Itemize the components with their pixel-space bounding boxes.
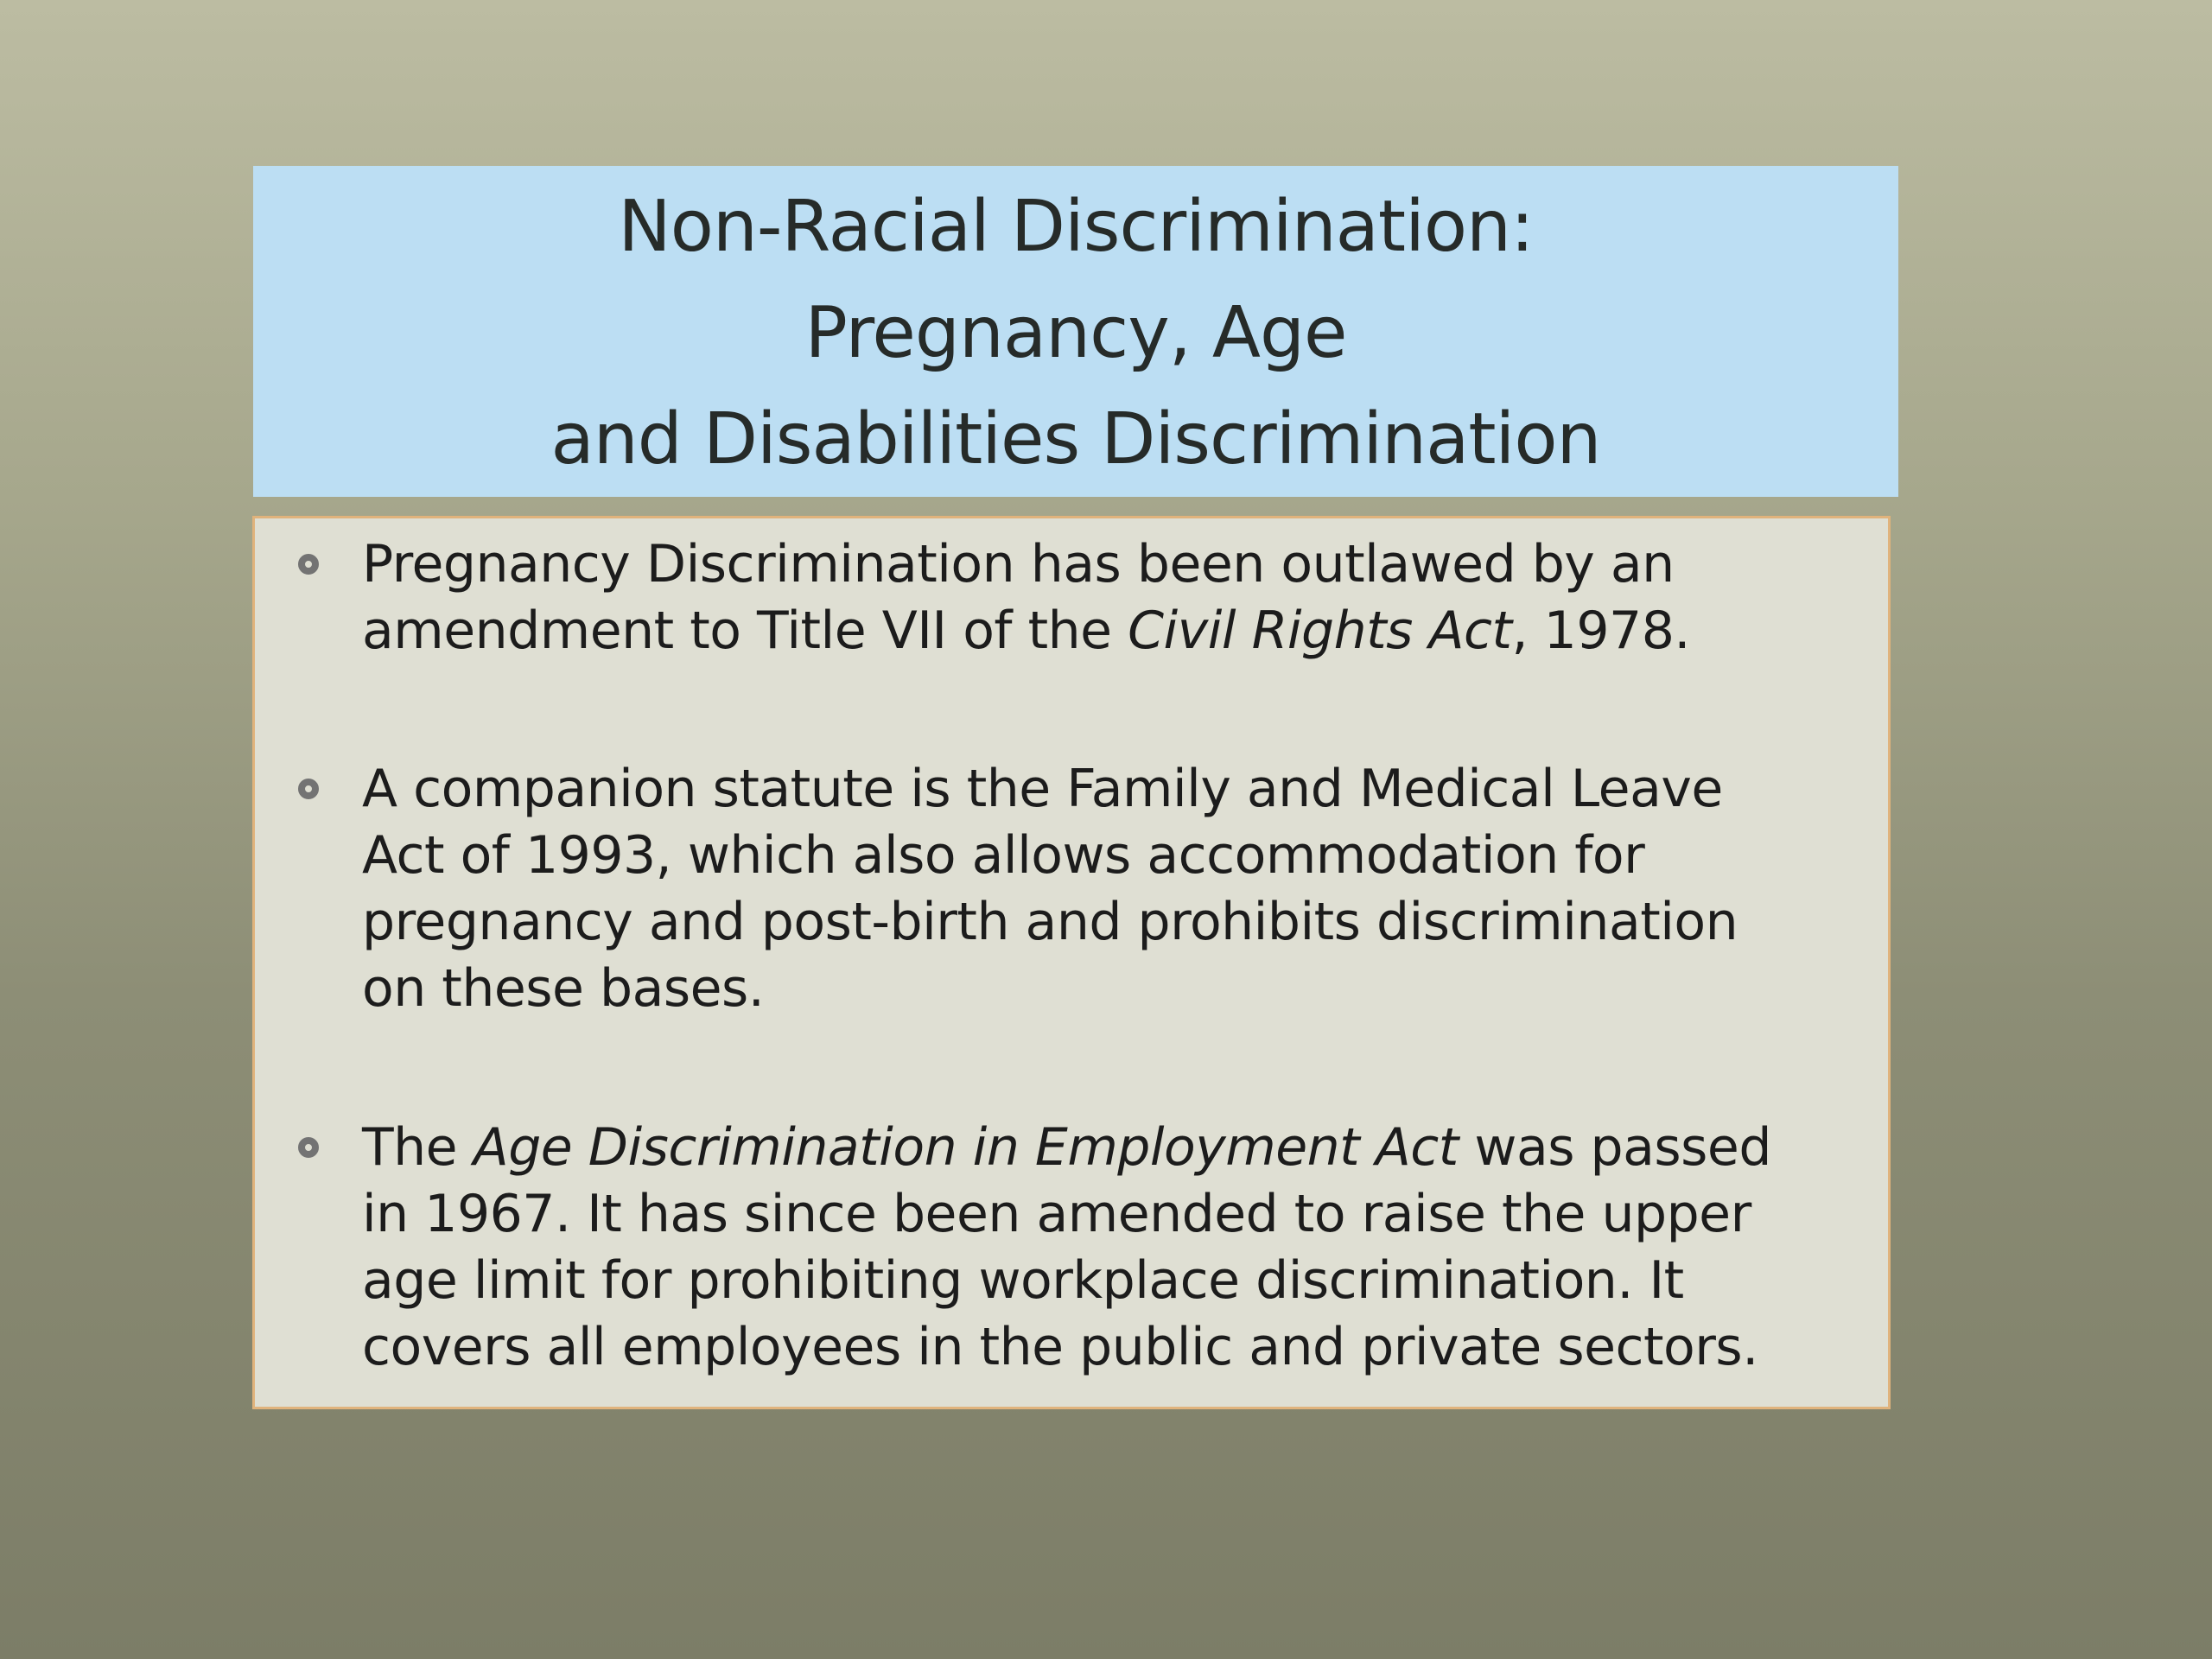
bullet-line (362, 756, 1874, 823)
title-line-2: Pregnancy, Age (804, 292, 1347, 374)
text-run: , 1978. (1511, 601, 1690, 661)
bullet-text (362, 1115, 1874, 1381)
bullet-circle-icon (298, 1137, 319, 1158)
bullet-text (362, 756, 1874, 1022)
text-run: Act of 1993, which also allows accommodation for (362, 825, 1645, 886)
bullet-line (362, 531, 1874, 598)
text-run: covers all employees in the public and private sectors. (362, 1317, 1758, 1377)
text-run: in 1967. It has since been amended to raise the upper (362, 1184, 1751, 1244)
text-run: age limit for prohibiting workplace discrimination. It (362, 1250, 1684, 1311)
text-run: was passed (1458, 1117, 1771, 1178)
bullet-line (362, 1181, 1874, 1248)
slide-title (253, 166, 1898, 497)
text-run: amendment to Title VII of the (362, 601, 1128, 661)
bullet-text (362, 531, 1874, 664)
bullet-line (362, 889, 1874, 956)
slide-body (252, 516, 1891, 1409)
bullet-circle-icon (298, 779, 319, 799)
bullet-line (362, 598, 1874, 664)
text-run: Pregnancy Discrimination has been outlawed by an (362, 534, 1675, 594)
bullet-line (362, 1115, 1874, 1181)
bullet-line (362, 1248, 1874, 1314)
text-run: The (362, 1117, 474, 1178)
bullet-line (362, 823, 1874, 889)
text-run: on these bases. (362, 958, 765, 1019)
text-run: A companion statute is the Family and Medical Leave (362, 759, 1723, 819)
title-line-3: and Disabilities Discrimination (550, 398, 1601, 480)
text-run: pregnancy and post-birth and prohibits discrimination (362, 892, 1738, 952)
italic-act-name: Age Discrimination in Employment Act (473, 1117, 1459, 1178)
bullet-line (362, 1314, 1874, 1381)
italic-act-name: Civil Rights Act (1128, 601, 1512, 661)
bullet-line (362, 956, 1874, 1022)
title-line-1: Non-Racial Discrimination: (618, 186, 1534, 268)
bullet-circle-icon (298, 554, 319, 575)
